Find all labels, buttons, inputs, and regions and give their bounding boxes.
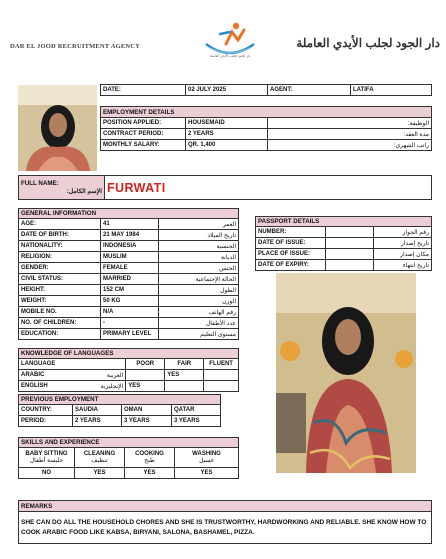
- issue-place-value: [326, 249, 374, 260]
- passport-table: [255, 216, 432, 271]
- salary-label-ar: راتب الشهري:: [268, 140, 432, 151]
- language-arabic-name-ar: العربية: [73, 370, 126, 381]
- mobile-label-ar: رقم الهاتف: [159, 307, 239, 318]
- weight-label-ar: الوزن: [159, 296, 239, 307]
- employment-title: EMPLOYMENT DETAILS: [101, 107, 432, 118]
- issue-date-label: DATE OF ISSUE:: [256, 238, 326, 249]
- languages-header-poor: POOR: [126, 359, 165, 370]
- passport-title: PASSPORT DETAILS: [256, 217, 432, 227]
- expiry-date-label-ar: تاريخ انتهاء: [374, 260, 432, 271]
- civil-status-label: CIVIL STATUS:: [19, 274, 101, 285]
- period-label: PERIOD:: [19, 416, 73, 427]
- language-arabic-name: ARABIC: [19, 370, 73, 381]
- full-name-label-ar: الإسم الكامل:: [66, 187, 102, 195]
- candidate-photo-full: [276, 273, 416, 473]
- remarks-table: [18, 500, 432, 544]
- skill-cleaning: [75, 448, 125, 468]
- height-label: HEIGHT:: [19, 285, 101, 296]
- language-english-poor: YES: [126, 381, 165, 392]
- gender-label: GENDER:: [19, 263, 101, 274]
- skill-cooking-ar: طبخ: [144, 457, 155, 464]
- period-1: 2 YEARS: [73, 416, 122, 427]
- contract-label-ar: مدة العقد:: [268, 129, 432, 140]
- languages-header-fluent: FLUENT: [204, 359, 239, 370]
- education-label: EDUCATION:: [19, 329, 101, 340]
- skills-title: SKILLS AND EXPERIENCE: [19, 438, 239, 448]
- language-arabic-fair: YES: [165, 370, 204, 381]
- general-info-title: GENERAL INFORMATION: [19, 209, 239, 219]
- general-info-table: [18, 208, 239, 340]
- age-label: AGE:: [19, 219, 101, 230]
- age-value: 41: [101, 219, 159, 230]
- mobile-value: N/A: [101, 307, 159, 318]
- gender-value: FEMALE: [101, 263, 159, 274]
- date-agent-table: [100, 84, 432, 96]
- weight-value: 50 KG: [101, 296, 159, 307]
- agent-label: AGENT:: [268, 85, 351, 96]
- skill-cleaning-ar: تنظيف: [91, 457, 108, 464]
- candidate-photo-small: [18, 85, 97, 171]
- civil-status-label-ar: الحالة الإجتماعية: [159, 274, 239, 285]
- skill-babysitting: [19, 448, 75, 468]
- skill-washing: [175, 448, 239, 468]
- children-label-ar: عدد الأطفال: [159, 318, 239, 329]
- date-label: DATE:: [101, 85, 186, 96]
- country-2: OMAN: [122, 405, 172, 416]
- remarks-title: REMARKS: [19, 501, 432, 512]
- agency-name-en: DAR EL JOOD RECRUITMENT AGENCY: [10, 43, 141, 50]
- languages-table: [18, 348, 239, 392]
- period-2: 3 YEARS: [122, 416, 172, 427]
- religion-label: RELIGION:: [19, 252, 101, 263]
- agent-value: LATIFA: [351, 85, 432, 96]
- skill-cleaning-en: CLEANING: [83, 450, 116, 457]
- country-3: QATAR: [172, 405, 221, 416]
- salary-label: MONTHLY SALARY:: [101, 140, 186, 151]
- weight-label: WEIGHT:: [19, 296, 101, 307]
- skill-babysitting-value: NO: [19, 468, 75, 479]
- full-name-label: FULL NAME:: [21, 179, 59, 187]
- agency-name-ar: دار الجود لجلب الأيدي العاملة: [296, 36, 440, 50]
- remarks-text: SHE CAN DO ALL THE HOUSEHOLD CHORES AND SHE IS TRUSTWORTHY, HARDWORKING AND RELIABLE. SHE KNOW HOW TO COOK ARABIC FOOD LIKE KABSA, BIRYANI, SALONA, BASHAMEL, PIZZA.: [19, 512, 432, 544]
- previous-employment-title: PREVIOUS EMPLOYMENT: [19, 395, 221, 405]
- height-label-ar: الطول: [159, 285, 239, 296]
- religion-value: MUSLIM: [101, 252, 159, 263]
- skills-table: [18, 437, 239, 479]
- children-label: NO. OF CHILDREN:: [19, 318, 101, 329]
- civil-status-value: MARRIED: [101, 274, 159, 285]
- language-english-name-ar: الإنجليزية: [73, 381, 126, 392]
- nationality-label: NATIONALITY:: [19, 241, 101, 252]
- education-value: PRIMARY LEVEL: [101, 329, 159, 340]
- passport-number-value: [326, 227, 374, 238]
- nationality-label-ar: الجنسية: [159, 241, 239, 252]
- language-english-fair: [165, 381, 204, 392]
- issue-date-label-ar: تاريخ إصدار: [374, 238, 432, 249]
- country-label: COUNTRY:: [19, 405, 73, 416]
- contract-value: 2 YEARS: [186, 129, 268, 140]
- skill-washing-value: YES: [175, 468, 239, 479]
- skill-cooking-value: YES: [125, 468, 175, 479]
- full-name-value: FURWATI: [105, 176, 432, 200]
- height-value: 152 CM: [101, 285, 159, 296]
- gender-label-ar: الجنس: [159, 263, 239, 274]
- expiry-date-label: DATE OF EXPIRY:: [256, 260, 326, 271]
- position-value: HOUSEMAID: [186, 118, 268, 129]
- issue-date-value: [326, 238, 374, 249]
- position-label-ar: الوظيفة:: [268, 118, 432, 129]
- skill-washing-ar: غسيل: [199, 457, 214, 464]
- languages-title: KNOWLEDGE OF LANGUAGES: [19, 349, 239, 359]
- languages-header-fair: FAIR: [165, 359, 204, 370]
- salary-value: QR. 1,400: [186, 140, 268, 151]
- language-arabic-fluent: [204, 370, 239, 381]
- language-english-fluent: [204, 381, 239, 392]
- passport-number-label: NUMBER:: [256, 227, 326, 238]
- expiry-date-value: [326, 260, 374, 271]
- skill-cooking-en: COOKING: [135, 450, 164, 457]
- age-label-ar: العمر: [159, 219, 239, 230]
- skill-washing-en: WASHING: [192, 450, 221, 457]
- dob-value: 21 MAY 1984: [101, 230, 159, 241]
- education-label-ar: مستوى التعليم: [159, 329, 239, 340]
- dob-label: DATE OF BIRTH:: [19, 230, 101, 241]
- dob-label-ar: تاريخ الميلاد: [159, 230, 239, 241]
- language-english-name: ENGLISH: [19, 381, 73, 392]
- religion-label-ar: الديانة: [159, 252, 239, 263]
- previous-employment-table: [18, 394, 221, 427]
- employment-table: [100, 106, 432, 151]
- skill-cleaning-value: YES: [75, 468, 125, 479]
- passport-number-label-ar: رقم الجواز: [374, 227, 432, 238]
- nationality-value: INDONESIA: [101, 241, 159, 252]
- contract-label: CONTRACT PERIOD:: [101, 129, 186, 140]
- mobile-label: MOBILE NO.: [19, 307, 101, 318]
- country-1: SAUDIA: [73, 405, 122, 416]
- full-name-table: [18, 175, 432, 200]
- skill-cooking: [125, 448, 175, 468]
- logo-caption: دار الجود لجلب الأيدي العاملة: [209, 54, 251, 58]
- period-3: 3 YEARS: [172, 416, 221, 427]
- language-arabic-poor: [126, 370, 165, 381]
- languages-header-language: LANGUAGE: [19, 359, 126, 370]
- issue-place-label: PLACE OF ISSUE:: [256, 249, 326, 260]
- issue-place-label-ar: مكان إصدار: [374, 249, 432, 260]
- position-label: POSITION APPLIED:: [101, 118, 186, 129]
- skill-babysitting-ar: جليسة أطفال: [29, 457, 64, 464]
- children-value: -: [101, 318, 159, 329]
- date-value: 02 JULY 2025: [186, 85, 268, 96]
- skill-babysitting-en: BABY SITTING: [25, 450, 68, 457]
- full-name-label-cell: [19, 176, 105, 200]
